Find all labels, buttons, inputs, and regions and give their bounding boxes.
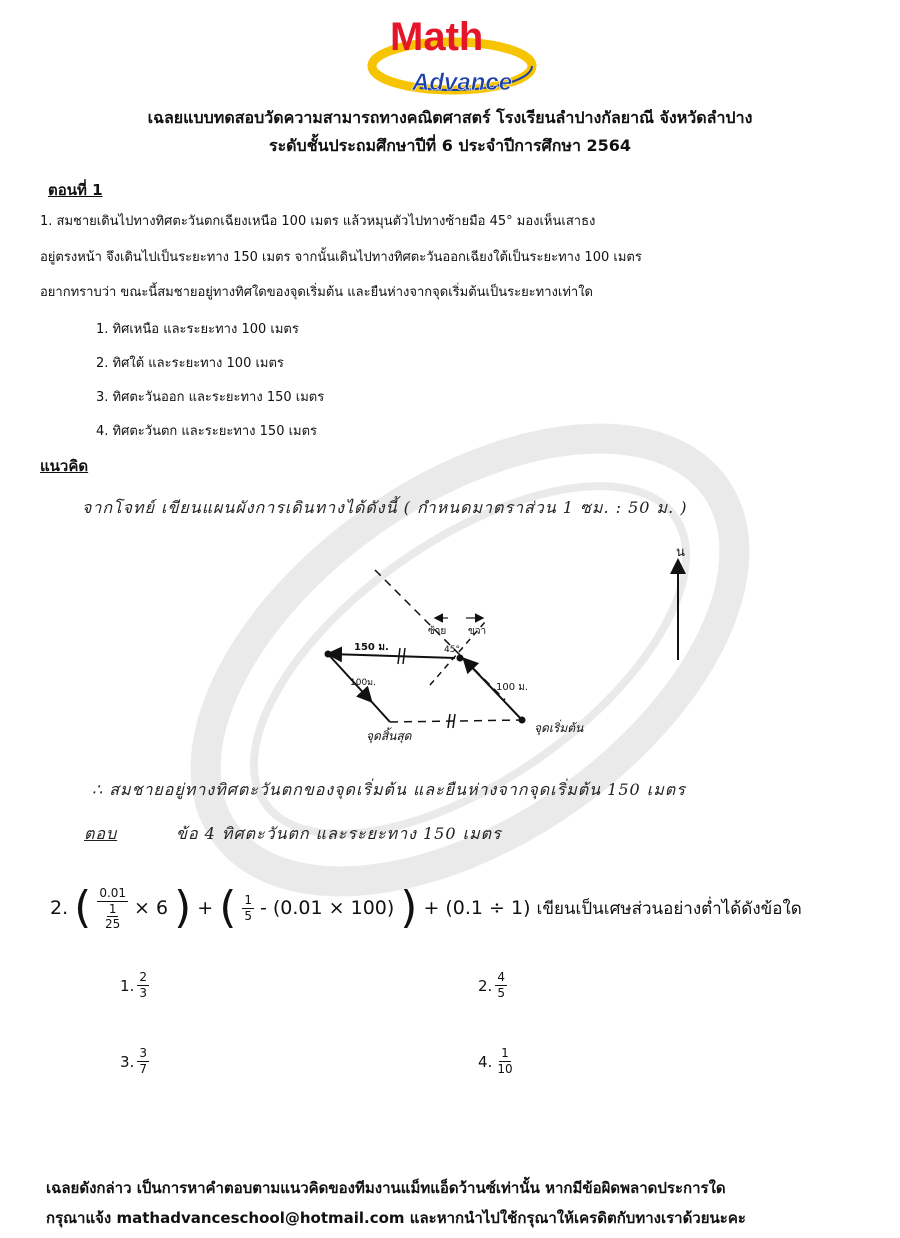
label-100-left: 100ม. [350, 678, 376, 688]
segment-100-left [328, 654, 370, 700]
right-label: ขวา [468, 626, 487, 637]
approach-label: แนวคิด [40, 457, 89, 475]
solution-intro: จากโจทย์ เขียนแผนผังการเดินทางได้ดังนี้ ( กำหนดมาตราส่วน 1 ซม. : 50 ม. ) [82, 498, 688, 517]
q1-choice-2: 2. ทิศใต้ และระยะทาง 100 เมตร [96, 356, 284, 371]
footer-line-2: กรุณาแจ้ง mathadvanceschool@hotmail.com และหากนำไปใช้กรุณาให้เครดิตกับทางเราด้วยนะคะ [46, 1209, 746, 1227]
q2-text: เขียนเป็นเศษส่วนอย่างต่ำได้ดังข้อใด [536, 898, 802, 919]
q2-fraction-2: $\frac{1}{5}$ [244, 892, 252, 923]
answer-text: ข้อ 4 ทิศตะวันตก และระยะทาง 150 เมตร [176, 824, 502, 843]
angle-label: 45° [444, 645, 460, 655]
logo-text-math: Math [390, 15, 484, 59]
header-subtitle: ระดับชั้นประถมศึกษาปีที่ 6 ประจำปีการศึกษา 2564 [268, 136, 632, 155]
q2-expression: 2. ( 0.01 1 25 × 6 ) + ( $\frac{1}{5}$ - (0.01 × 100) ) + (0.1 ÷ 1) เขียนเป็นเศษส่วนอย่างต่ำได้ดังข้อใด [50, 882, 802, 933]
header-title: เฉลยแบบทดสอบวัดความสามารถทางคณิตศาสตร์ โรงเรียนลำปางกัลยาณี จังหวัดลำปาง [147, 108, 753, 127]
q2-option-4: 4. $\frac{1}{10}$ [478, 1046, 513, 1076]
start-point-label: จุดเริ่มต้น [534, 721, 584, 735]
left-label: ซ้าย [428, 626, 447, 637]
solution-conclusion: ∴ สมชายอยู่ทางทิศตะวันตกของจุดเริ่มต้น และยืนห่างจากจุดเริ่มต้น 150 เมตร [92, 780, 686, 799]
dashed-bottom-line [390, 720, 522, 722]
q2-option-3: 3. $\frac{3}{7}$ [120, 1046, 147, 1076]
q2-option-2: 2. $\frac{4}{5}$ [478, 970, 505, 1000]
section-title: ตอนที่ 1 [48, 181, 103, 199]
q1-line-2: อยู่ตรงหน้า จึงเดินไปเป็นระยะทาง 150 เมตร จากนั้นเดินไปทางทิศตะวันออกเฉียงใต้เป็นระยะทาง 100 เมตร [40, 250, 642, 265]
q1-choice-4: 4. ทิศตะวันตก และระยะทาง 150 เมตร [96, 424, 318, 439]
math-advance-logo [360, 8, 540, 100]
answer-label: ตอบ [84, 824, 118, 843]
q2-fraction-1: 0.01 1 25 [99, 885, 127, 931]
logo-text-advance: Advance [412, 69, 513, 96]
q1-choice-3: 3. ทิศตะวันออก และระยะทาง 150 เมตร [96, 390, 325, 405]
q1-line-1: 1. สมชายเดินไปทางทิศตะวันตกเฉียงเหนือ 100 เมตร แล้วหมุนตัวไปทางซ้ายมือ 45° มองเห็นเสาธง [40, 214, 596, 229]
q1-choice-1: 1. ทิศเหนือ และระยะทาง 100 เมตร [96, 322, 299, 337]
segment-150 [330, 654, 455, 658]
label-100-right: 100 ม. [496, 682, 529, 693]
walking-diagram [300, 540, 700, 750]
label-150: 150 ม. [354, 642, 389, 653]
q1-line-3: อยากทราบว่า ขณะนี้สมชายอยู่ทางทิศใดของจุดเริ่มต้น และยืนห่างจากจุดเริ่มต้นเป็นระยะทางเท่าใด [40, 285, 593, 300]
north-label: น [676, 545, 685, 560]
footer-line-1: เฉลยดังกล่าว เป็นการหาคำตอบตามแนวคิดของทีมงานแม็ทแอ็ดว้านซ์เท่านั้น หากมีข้อผิดพลาดประการใด [46, 1179, 726, 1197]
q2-option-1: 1. $\frac{2}{3}$ [120, 970, 147, 1000]
end-point-label: จุดสิ้นสุด [366, 729, 412, 743]
q2-number: 2. [50, 897, 69, 919]
